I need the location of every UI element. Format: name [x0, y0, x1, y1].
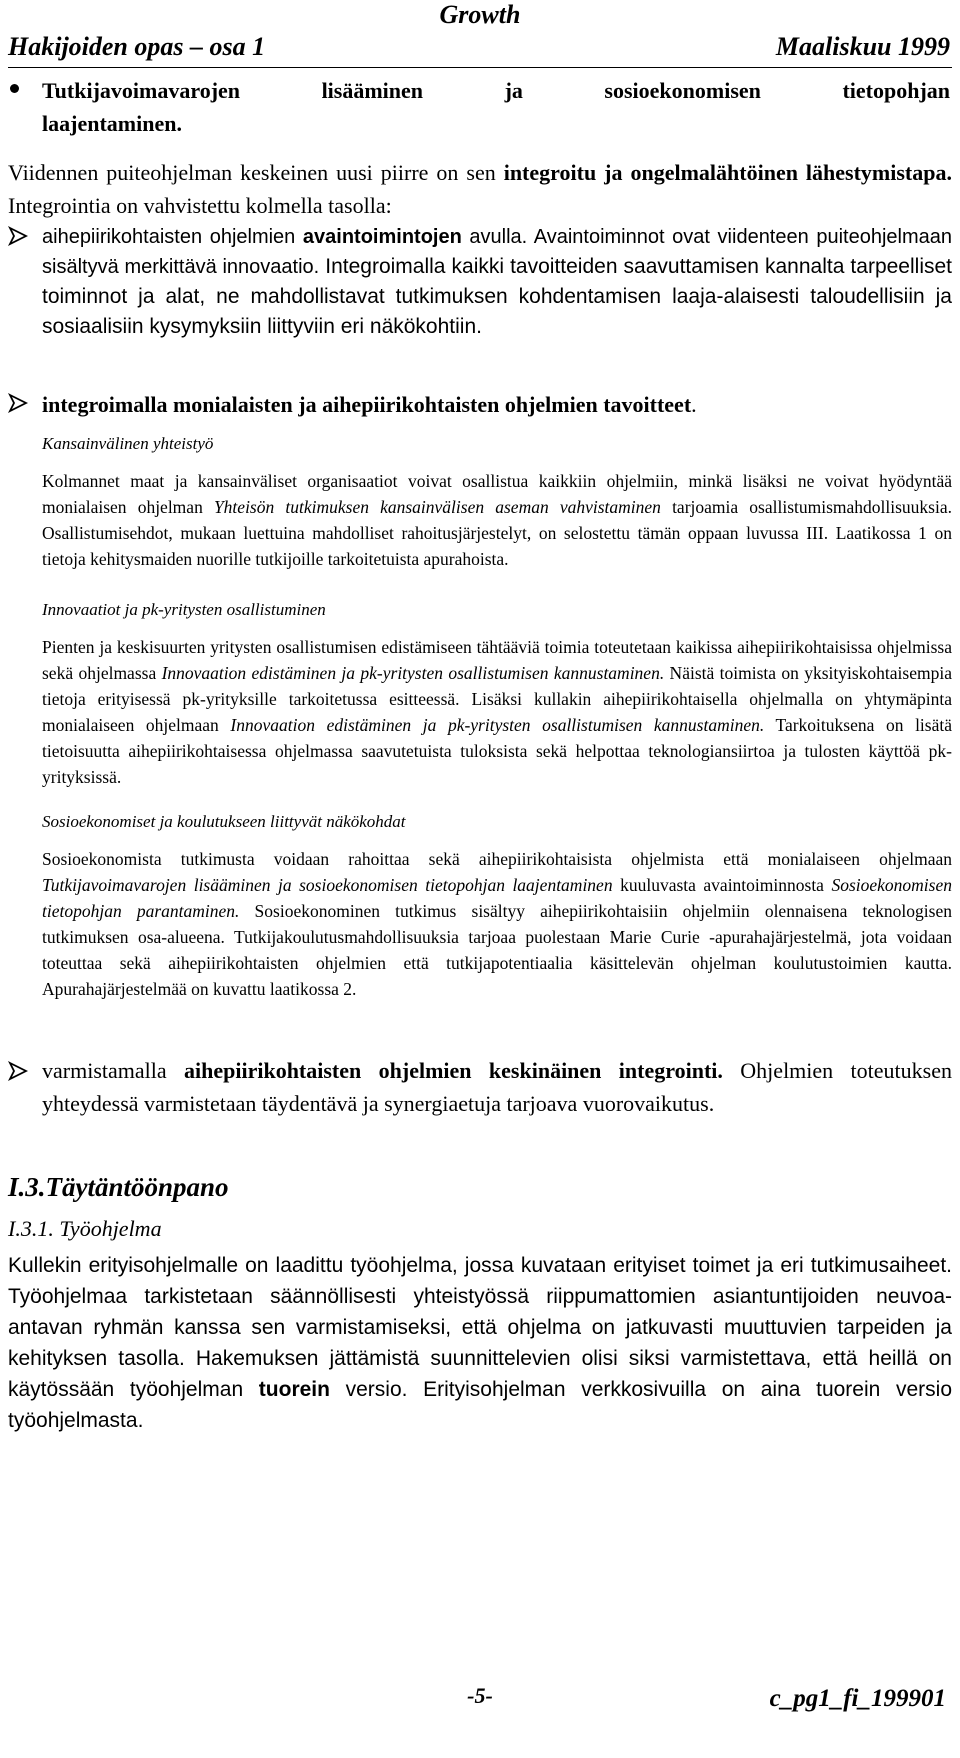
header-title: Growth — [439, 0, 521, 29]
document-code: c_pg1_fi_199901 — [769, 1685, 946, 1712]
subsection-title: I.3.1. Työohjelma — [8, 1216, 162, 1241]
sub3-text: Sosioekonomista tutkimusta voidaan rahoittaa sekä aihepiirikohtaisista ohjelmista että monialaiseen ohjelmaan — [42, 849, 952, 869]
intro-bold: integroitu ja ongelmalähtöinen lähestymistapa. — [503, 160, 952, 185]
arrow2-text: . — [691, 392, 697, 417]
sub2-text: Näistä toimista on yksityiskohtaisempia tietoja erityisessä pk-yrityksille tarkoitetussa esitteessä. Lisäksi kullakin aihepiirikohtaisella ohjelmalla on yhtymäpinta monialaiseen ohjelmaan — [42, 663, 952, 735]
bullet-item — [42, 74, 950, 140]
paragraph-international — [42, 468, 952, 572]
bullet-dot-icon — [10, 84, 19, 93]
section-text: versio. Erityisohjelman verkkosivuilla on aina tuorein versio työohjelmasta. — [8, 1378, 952, 1432]
arrow-item-2 — [42, 388, 952, 421]
bullet-word: ja — [504, 78, 523, 103]
arrow-bullet-icon — [8, 1061, 28, 1081]
bullet-word: lisääminen — [321, 78, 424, 103]
paragraph-socioeconomic — [42, 846, 952, 1002]
subheading-socioeconomic: Sosioekonomiset ja koulutukseen liittyvät näkökohdat — [42, 812, 406, 831]
subheading-international: Kansainvälinen yhteistyö — [42, 434, 214, 453]
paragraph-innovation — [42, 634, 952, 790]
sub2-text: Tarkoituksena on lisätä tietoisuutta aihepiirikohtaisessa ohjelmassa saavutetuista tuloksista sekä helpottaa teknologiansiirtoa ja tulosten käyttöä pk-yrityksissä. — [42, 715, 952, 787]
sub3-text: kuuluvasta avaintoiminnosta — [612, 875, 832, 895]
bullet-word: Tutkijavoimavarojen — [42, 78, 241, 103]
sub1-text: tarjoamia osallistumismahdollisuuksia. Osallistumisehdot, mukaan luettuina mahdolliset rahoitusjärjestelyt, on selostettu tämän oppaan luvussa III. Laatikossa 1 on tietoja kehitysmaiden nuorille tutkijoille tarkoitetuista apurahoista. — [42, 497, 952, 569]
arrow-bullet-icon — [8, 226, 28, 246]
arrow1-text: Integroimalla kaikki tavoitteiden saavuttamisen kannalta tarpeelliset toiminnot ja alat, ne mahdollistavat tutkimuksen kohdentamisen laaja-alaisesti taloudellisiin ja sosiaalisiin kysymyksiin liittyviin eri näkökohtiin. — [42, 255, 952, 338]
bullet-line-2: laajentaminen. — [42, 111, 182, 136]
arrow-bullet-icon — [8, 393, 28, 413]
page-number: -5- — [467, 1683, 493, 1708]
section-text: Kullekin erityisohjelmalle on laadittu työohjelma, jossa kuvataan erityiset toimet ja eri tutkimusaiheet. Työohjelmaa tarkistetaan säännöllisesti yhteistyössä riippumattomien asiantuntijoiden neuvoa-antavan ryhmän kanssa sen varmistamiseksi, että ohjelma on jatkuvasti muuttuvien tarpeiden ja kehityksen tasolla. Hakemuksen jättämistä suunnittelevien olisi siksi varmistettava, että heillä on käytössään työohjelman — [8, 1254, 952, 1401]
sub2-text: Pienten ja keskisuurten yritysten osallistumisen edistämiseen tähtääviä toimia toteutetaan kaikissa aihepiirikohtaisissa ohjelmissa sekä ohjelmassa — [42, 637, 952, 683]
workprogram-paragraph — [8, 1250, 952, 1436]
intro-paragraph — [8, 156, 952, 222]
sub1-text: Kolmannet maat ja kansainväliset organisaatiot voivat osallistua kaikkiin ohjelmiin, minkä lisäksi ne voivat hyödyntää monialaisen ohjelman — [42, 471, 952, 517]
section-bold: tuorein — [258, 1378, 330, 1401]
header-rule — [8, 67, 952, 68]
arrow-item-1 — [42, 222, 952, 342]
sub2-italic: Innovaation edistäminen ja pk-yritysten osallistumisen kannustaminen. — [230, 715, 765, 735]
arrow3-bold: aihepiirikohtaisten ohjelmien keskinäinen integrointi. — [184, 1058, 723, 1083]
intro-text: Integrointia on vahvistettu kolmella tasolla: — [8, 193, 392, 218]
sub3-text: Sosioekonominen tutkimus sisältyy aihepiirikohtaisiin ohjelmiin olennaisena teknologisen tutkimuksen osa-alueena. Tutkijakoulutusmahdollisuuksia tarjoaa puolestaan Marie Curie -apurahajärjestelmä, jota voidaan toteuttaa sekä aihepiirikohtaisten ohjelmien että tutkijapotentiaalia käsittelevän ohjelman koulutustoimien kautta. Apurahajärjestelmää on kuvattu laatikossa 2. — [42, 901, 952, 999]
arrow-item-3 — [42, 1054, 952, 1120]
bullet-word: sosioekonomisen — [604, 78, 761, 103]
arrow3-text: Ohjelmien toteutuksen yhteydessä varmistetaan täydentävä ja synergiaetuja tarjoava vuorovaikutus. — [42, 1058, 952, 1116]
sub3-italic: Tutkijavoimavarojen lisääminen ja sosioekonomisen tietopohjan laajentaminen — [42, 875, 613, 895]
sub3-italic: Sosioekonomisen tietopohjan parantaminen. — [42, 875, 952, 921]
arrow3-text: varmistamalla — [42, 1058, 185, 1083]
bullet-line-1 — [42, 74, 950, 107]
bullet-word: tietopohjan — [842, 78, 950, 103]
header-left: Hakijoiden opas – osa 1 — [8, 32, 266, 61]
arrow1-bold: avaintoimintojen — [302, 226, 462, 248]
sub2-italic: Innovaation edistäminen ja pk-yritysten osallistumisen kannustaminen. — [161, 663, 665, 683]
arrow1-text: aihepiirikohtaisten ohjelmien — [42, 226, 303, 248]
arrow1-text: Avaintoiminnot ovat viidenteen puiteohjelmaan sisältyvä merkittävä innovaatio. — [42, 226, 952, 278]
arrow2-bold: integroimalla monialaisten ja aihepiirikohtaisten ohjelmien tavoitteet — [42, 392, 692, 417]
section-title: I.3.Täytäntöönpano — [8, 1172, 229, 1202]
header-right: Maaliskuu 1999 — [775, 32, 950, 61]
sub1-italic: Yhteisön tutkimuksen kansainvälisen aseman vahvistaminen — [213, 497, 661, 517]
arrow1-text: avulla. — [461, 226, 534, 248]
intro-text: Viidennen puiteohjelman keskeinen uusi piirre on sen — [8, 160, 504, 185]
subheading-innovation: Innovaatiot ja pk-yritysten osallistuminen — [42, 600, 326, 619]
